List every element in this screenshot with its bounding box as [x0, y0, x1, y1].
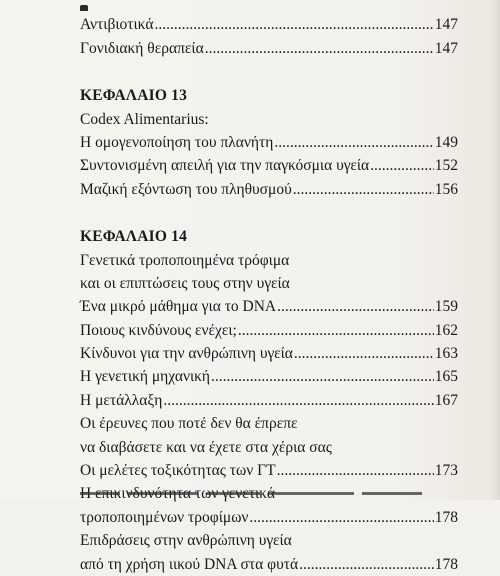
toc-entry[interactable]	[80, 506, 458, 529]
toc-entry-title: Μαζική εξόντωση του πληθυσμού	[80, 180, 292, 198]
leader-dots	[211, 365, 434, 388]
toc-entry-title-line: να διαβάσετε και να έχετε στα χέρια σας	[80, 438, 332, 456]
chapter-subtitle: Codex Alimentarius:	[80, 110, 209, 128]
cropped-glyph	[128, 492, 198, 495]
toc-page-number: 156	[434, 180, 458, 198]
toc-entry-title-line: Οι έρευνες που ποτέ δεν θα έπρεπε	[80, 415, 298, 433]
leader-dots	[205, 37, 434, 60]
toc-entry[interactable]	[80, 131, 458, 154]
toc-page-number: 152	[434, 157, 458, 175]
toc-entry-title: Η ομογενοποίηση του πλανήτη	[80, 133, 274, 151]
leader-dots	[299, 553, 434, 576]
toc-entry-title: Ποιους κινδύνους ενέχει;	[80, 321, 237, 339]
cropped-glyph	[268, 492, 354, 495]
toc-entry-title: Κίνδυνοι για την ανθρώπινη υγεία	[80, 345, 293, 363]
leader-dots	[293, 178, 434, 201]
toc-page-number: 163	[434, 345, 458, 363]
leader-dots	[294, 342, 434, 365]
toc-entry[interactable]	[80, 37, 458, 60]
toc-entry-title: Οι μελέτες τοξικότητας των ΓΤ	[80, 462, 276, 480]
toc-page-number: 149	[434, 133, 458, 151]
toc-entry-title: Η γενετική μηχανική	[80, 368, 211, 386]
toc-entry-title: Συντονισμένη απειλή για την παγκόσμια υγεία	[80, 157, 370, 175]
toc-entry[interactable]	[80, 342, 458, 365]
cropped-next-line	[80, 492, 458, 500]
toc-entry-title: Αντιβιοτικά	[80, 16, 154, 34]
leader-dots	[154, 13, 433, 36]
cropped-glyph	[80, 5, 88, 11]
toc-page-number: 178	[434, 555, 458, 573]
leader-dots	[249, 506, 433, 529]
leader-dots	[277, 459, 434, 482]
toc-page-number: 147	[434, 16, 458, 34]
toc-page-number: 173	[434, 462, 458, 480]
toc-page-number: 159	[434, 298, 458, 316]
toc-entry[interactable]	[80, 459, 458, 482]
toc-entry[interactable]	[80, 295, 458, 318]
leader-dots	[277, 295, 434, 318]
toc-entry-title-line: Επιδράσεις στην ανθρώπινη υγεία	[80, 532, 292, 550]
cropped-glyph	[80, 492, 120, 495]
toc-page-number: 167	[434, 391, 458, 409]
chapter-heading: ΚΕΦΑΛΑΙΟ 14	[80, 228, 188, 246]
page-edge-shadow	[490, 0, 500, 500]
toc-page-number: 165	[434, 368, 458, 386]
leader-dots	[274, 131, 433, 154]
leader-dots	[163, 389, 433, 412]
toc-page-number: 162	[434, 321, 458, 339]
cropped-glyph	[362, 492, 422, 495]
toc-entry-title: Γονιδιακή θεραπεία	[80, 39, 204, 57]
chapter-subtitle: και οι επιπτώσεις τους στην υγεία	[80, 274, 290, 292]
toc-entry-title: από τη χρήση ιικού DNA στα φυτά	[80, 555, 299, 573]
leader-dots	[238, 319, 434, 342]
toc-entry[interactable]	[80, 319, 458, 342]
toc-entry-title: τροποποιημένων τροφίμων	[80, 508, 249, 526]
toc-page-number: 147	[434, 39, 458, 57]
toc-entry[interactable]	[80, 13, 458, 36]
cropped-previous-line	[80, 0, 458, 13]
chapter-subtitle: Γενετικά τροποποιημένα τρόφιμα	[80, 251, 290, 269]
toc-entry-title: Ένα μικρό μάθημα για το DNA	[80, 298, 277, 316]
chapter-heading: ΚΕΦΑΛΑΙΟ 13	[80, 87, 188, 105]
toc-entry[interactable]	[80, 178, 458, 201]
leader-dots	[370, 154, 434, 177]
cropped-glyph	[206, 492, 260, 495]
toc-entry-title: Η μετάλλαξη	[80, 391, 163, 409]
table-of-contents	[80, 0, 458, 576]
toc-entry[interactable]	[80, 553, 458, 576]
toc-entry[interactable]	[80, 365, 458, 388]
toc-entry[interactable]	[80, 154, 458, 177]
toc-entry[interactable]	[80, 389, 458, 412]
toc-page-number: 178	[434, 508, 458, 526]
